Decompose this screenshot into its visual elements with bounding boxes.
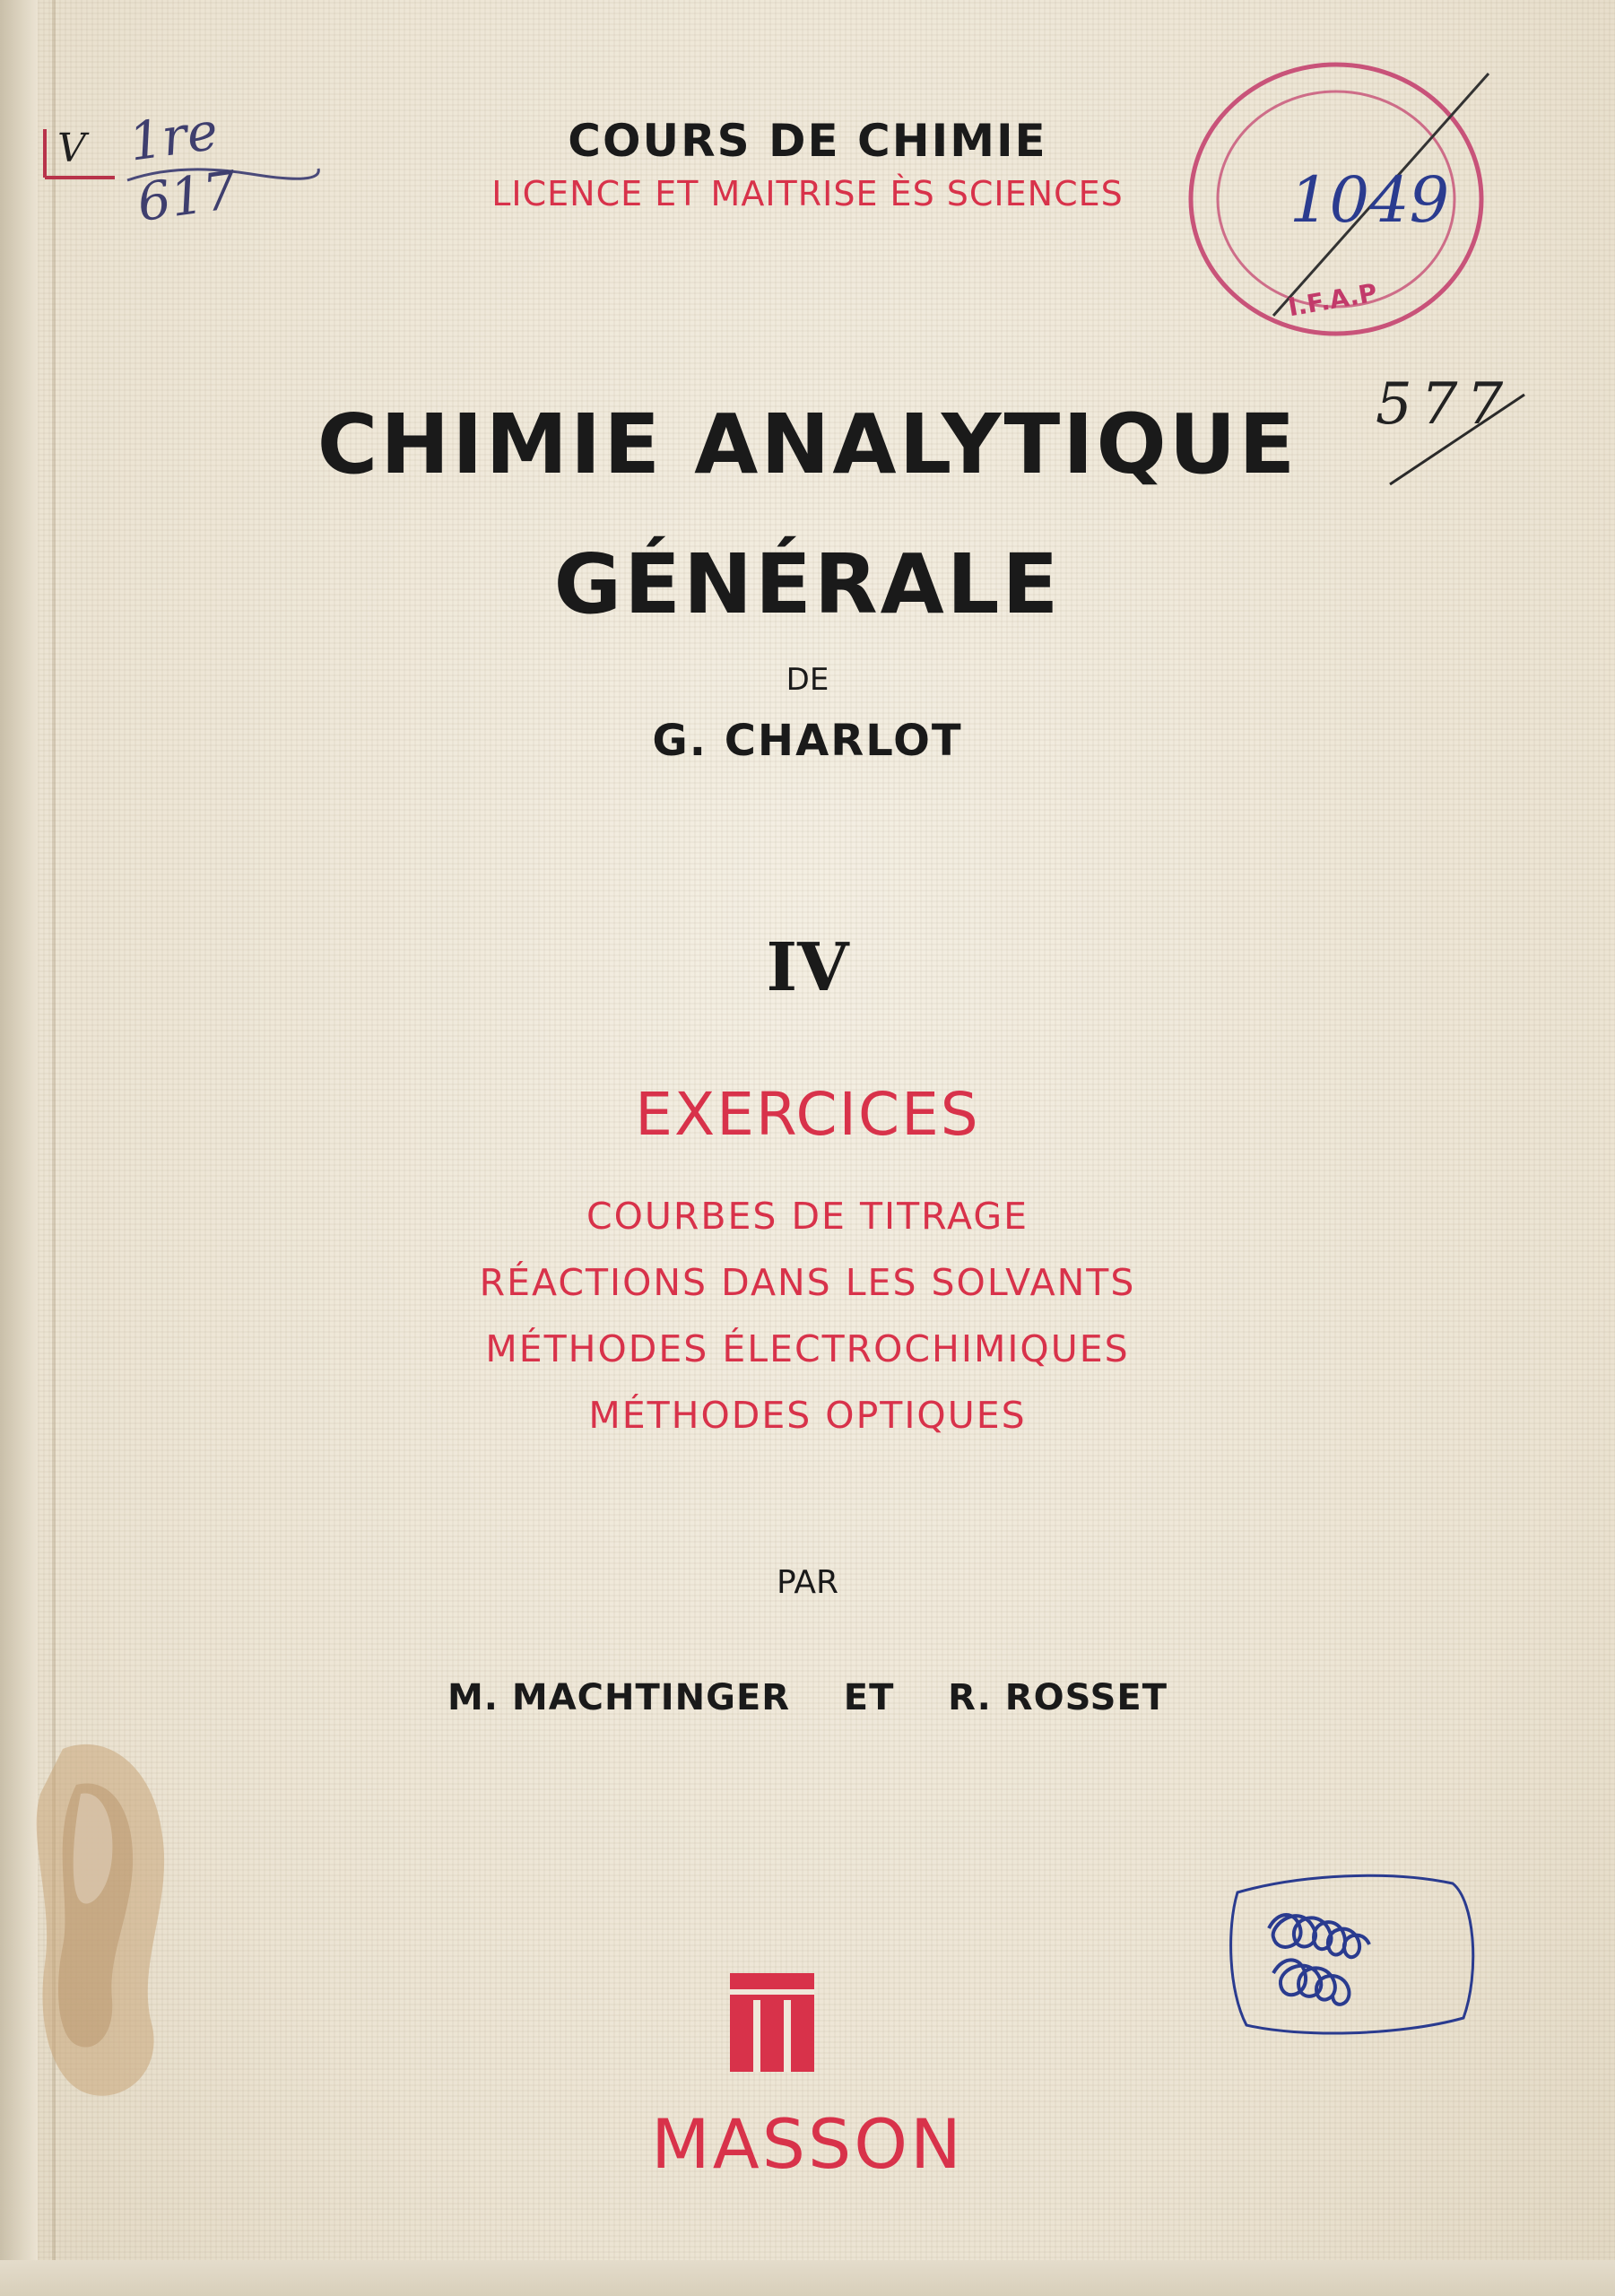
par-label: PAR: [776, 1564, 839, 1601]
corner-mark-text: V: [57, 126, 86, 171]
stamp-number: 1049: [1289, 163, 1450, 237]
volume-number: IV: [766, 929, 849, 1006]
cover-bottom-edge: [0, 2260, 1615, 2296]
side-number-text: 577: [1376, 371, 1513, 438]
series-title: COURS DE CHIMIE: [568, 115, 1047, 167]
topic-item: MÉTHODES ÉLECTROCHIMIQUES: [485, 1327, 1130, 1370]
publisher-logo-icon: [730, 1973, 814, 2072]
co-authors: M. MACHTINGER ET R. ROSSET: [447, 1677, 1168, 1718]
series-subtitle: LICENCE ET MAITRISE ÈS SCIENCES: [491, 174, 1124, 213]
book-title-line-1: CHIMIE ANALYTIQUE: [317, 396, 1298, 492]
pen-scribble: [1220, 1866, 1489, 2045]
de-label: DE: [786, 662, 829, 698]
topic-item: RÉACTIONS DANS LES SOLVANTS: [479, 1261, 1136, 1304]
stamp-text: I.F.A.P: [1285, 277, 1380, 323]
main-author: G. CHARLOT: [652, 716, 963, 766]
book-title-line-2: GÉNÉRALE: [553, 536, 1062, 632]
water-stain: [27, 1731, 206, 2108]
topic-item: MÉTHODES OPTIQUES: [588, 1394, 1027, 1437]
section-title: EXERCICES: [635, 1080, 980, 1149]
shelf-number-text: 1re 617: [125, 100, 241, 234]
topic-item: COURBES DE TITRAGE: [586, 1195, 1029, 1238]
publisher-name: MASSON: [651, 2104, 964, 2184]
